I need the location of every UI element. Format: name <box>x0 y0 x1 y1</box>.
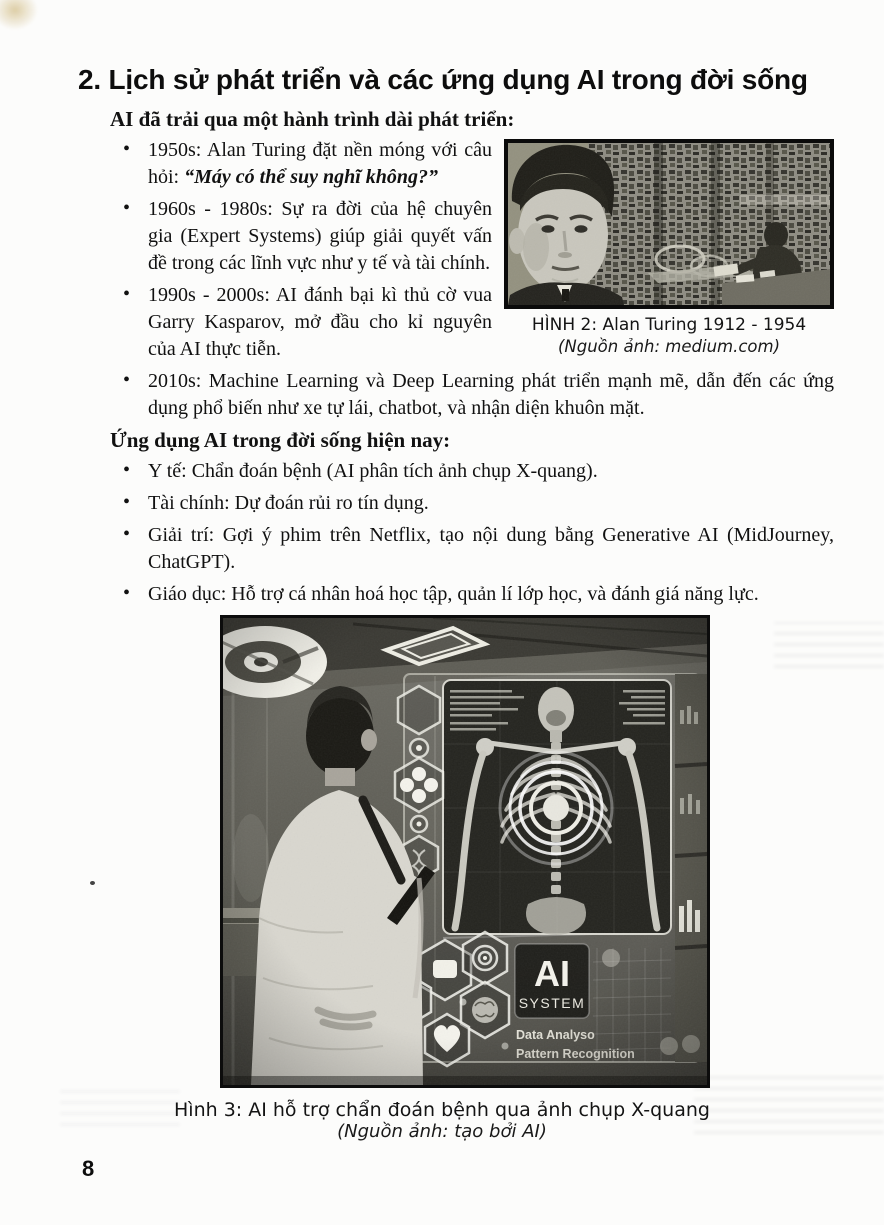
figure2-source: (Nguồn ảnh: medium.com) <box>557 337 781 356</box>
section-heading: 2. Lịch sử phát triển và các ứng dụng AI trong đời sống <box>78 64 808 95</box>
figure3-captions <box>112 1094 772 1142</box>
bullet-marker: • <box>123 283 131 305</box>
application-item-text: Giải trí: Gợi ý phim trên Netflix, tạo nội dung bằng Generative AI (MidJourney, ChatGPT). <box>148 524 834 573</box>
bullet-marker: • <box>123 491 131 513</box>
figure3-caption: Hình 3: AI hỗ trợ chẩn đoán bệnh qua ảnh chụp X-quang <box>174 1099 710 1121</box>
application-item-healthcare <box>110 458 834 485</box>
history-item-text: 2010s: Machine Learning và Deep Learning phát triển mạnh mẽ, dẫn đến các ứng dụng phổ biến như xe tự lái, chatbot, và nhận diện khuôn mặt. <box>148 370 834 419</box>
bullet-marker: • <box>123 582 131 604</box>
application-item-finance <box>110 490 834 517</box>
history-item-text: 1990s - 2000s: AI đánh bại kì thủ cờ vua Garry Kasparov, mở đầu cho kỉ nguyên của AI thực tiễn. <box>148 284 492 360</box>
history-intro: AI đã trải qua một hành trình dài phát triển: <box>110 107 515 131</box>
figure-xray-scene <box>220 615 710 1088</box>
xray-scene-illustration <box>223 618 707 1085</box>
history-item-2010s <box>110 368 834 422</box>
history-item-1960s <box>110 196 834 277</box>
application-item-text: Giáo dục: Hỗ trợ cá nhân hoá học tập, quản lí lớp học, và đánh giá năng lực. <box>148 583 759 605</box>
scan-artifact-dot <box>90 881 95 885</box>
history-item-text: 1960s - 1980s: Sự ra đời của hệ chuyên gia (Expert Systems) giúp giải quyết vấn đề trong các lĩnh vực như y tế và tài chính. <box>148 198 492 274</box>
body-text <box>110 106 834 613</box>
application-item-text: Y tế: Chẩn đoán bệnh (AI phân tích ảnh chụp X-quang). <box>148 460 598 482</box>
history-item-1950s <box>110 137 834 191</box>
bullet-marker: • <box>123 523 131 545</box>
figure3-source: (Nguồn ảnh: tạo bởi AI) <box>337 1121 547 1142</box>
bullet-marker: • <box>123 459 131 481</box>
figure2-caption: HÌNH 2: Alan Turing 1912 - 1954 <box>531 315 807 335</box>
history-item-1990s <box>110 282 834 363</box>
applications-intro: Ứng dụng AI trong đời sống hiện nay: <box>110 428 451 452</box>
bullet-marker: • <box>123 138 131 160</box>
scan-bleedthrough <box>774 622 884 668</box>
xray-scene-image <box>220 615 710 1088</box>
history-item-text: 1950s: Alan Turing đặt nền móng với câu hỏi: <box>148 139 492 188</box>
turing-quote: “Máy có thể suy nghĩ không?” <box>184 166 439 188</box>
page-number: 8 <box>82 1156 95 1181</box>
application-item-entertainment <box>110 522 834 576</box>
bullet-marker: • <box>123 369 131 391</box>
bullet-marker: • <box>123 197 131 219</box>
application-item-text: Tài chính: Dự đoán rủi ro tín dụng. <box>148 492 429 514</box>
application-item-education <box>110 581 834 608</box>
scan-artifact-corner <box>0 0 38 30</box>
